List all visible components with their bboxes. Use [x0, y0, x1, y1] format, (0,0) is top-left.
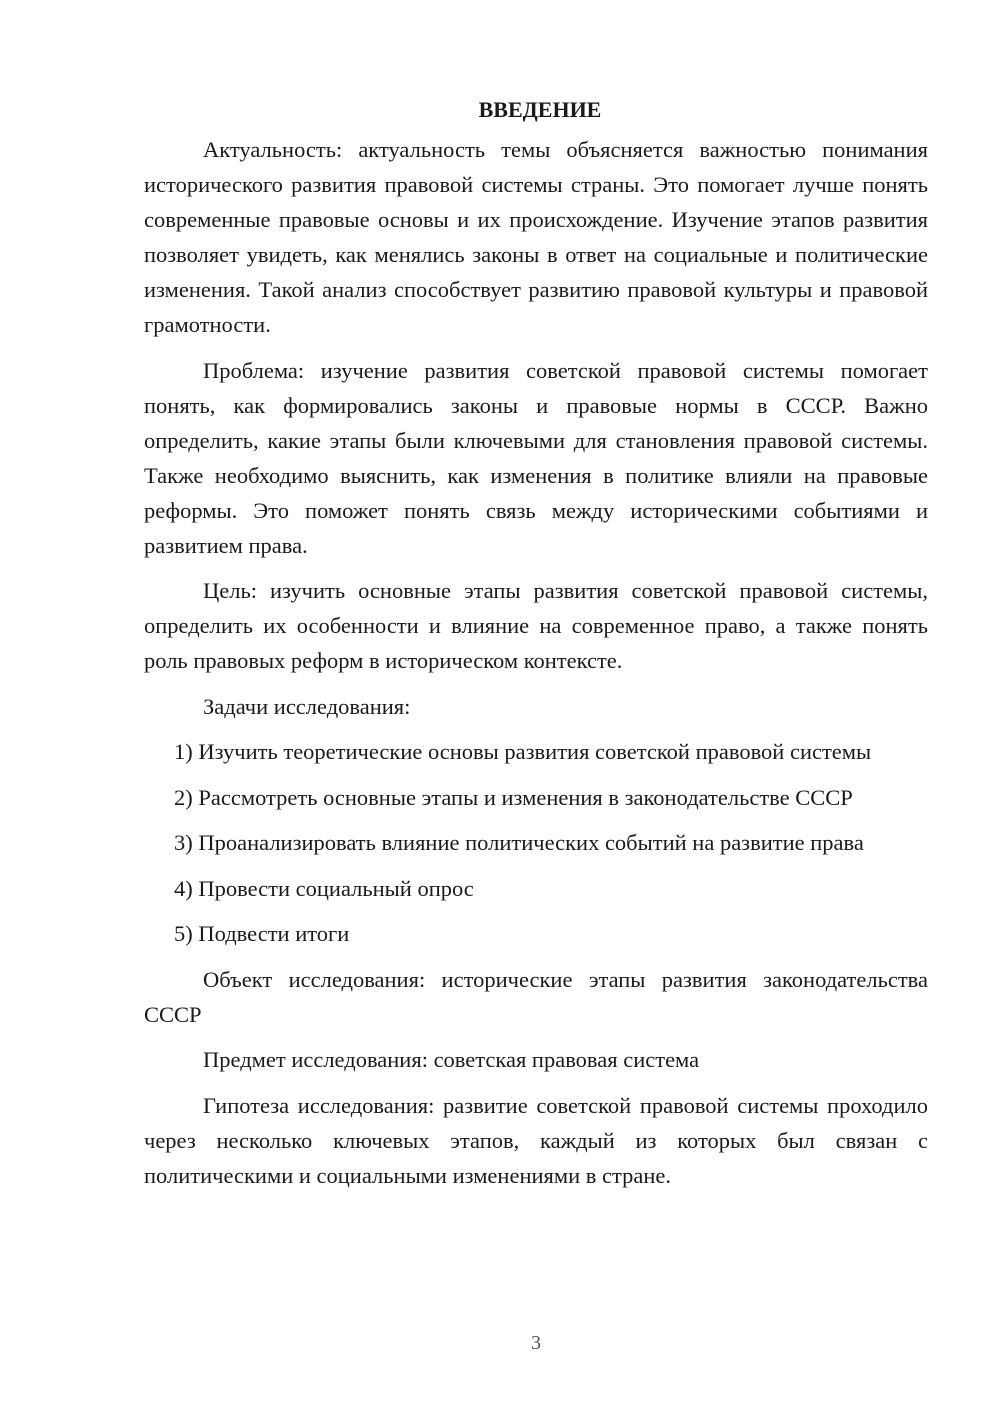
list-item: 2) Рассмотреть основные этапы и изменения в законодательстве СССР: [174, 784, 853, 810]
section-title: ВВЕДЕНИЕ: [478, 97, 602, 122]
paragraph-relevance: Актуальность: актуальность темы объясняется важностью понимания исторического развития правовой системы страны. Это помогает лучше понять современные правовые основы и их происхождение. Изучение этапов развития позволяет увидеть, как менялись законы в ответ на социальные и политические изменения. Такой анализ способствует развитию правовой культуры и правовой грамотности.: [144, 137, 928, 337]
document-page: [144, 88, 928, 1203]
paragraph-object: Объект исследования: исторические этапы развития законодательства СССР: [144, 966, 928, 1027]
list-item: 3) Проанализировать влияние политических событий на развитие права: [174, 830, 864, 855]
tasks-heading: Задачи исследования:: [203, 693, 411, 719]
paragraph-subject: Предмет исследования: советская правовая система: [203, 1047, 700, 1072]
list-item: 4) Провести социальный опрос: [174, 875, 474, 901]
paragraph-problem: Проблема: изучение развития советской правовой системы помогает понять, как формировались законы и правовые нормы в СССР. Важно определить, какие этапы были ключевыми для становления правовой системы. Также необходимо выяснить, как изменения в политике влияли на правовые реформы. Это поможет понять связь между историческими событиями и развитием права.: [144, 357, 928, 558]
tasks-list: [144, 734, 928, 951]
paragraph-goal: Цель: изучить основные этапы развития советской правовой системы, определить их особенности и влияние на современное право, а также понять роль правовых реформ в историческом контексте.: [144, 578, 928, 673]
page-number: 3: [531, 1332, 541, 1354]
list-item: 5) Подвести итоги: [174, 921, 350, 946]
paragraph-hypothesis: Гипотеза исследования: развитие советской правовой системы проходило через несколько ключевых этапов, каждый из которых был связан с политическими и социальными изменениями в стране.: [144, 1092, 928, 1188]
list-item: 1) Изучить теоретические основы развития советской правовой системы: [174, 739, 872, 764]
